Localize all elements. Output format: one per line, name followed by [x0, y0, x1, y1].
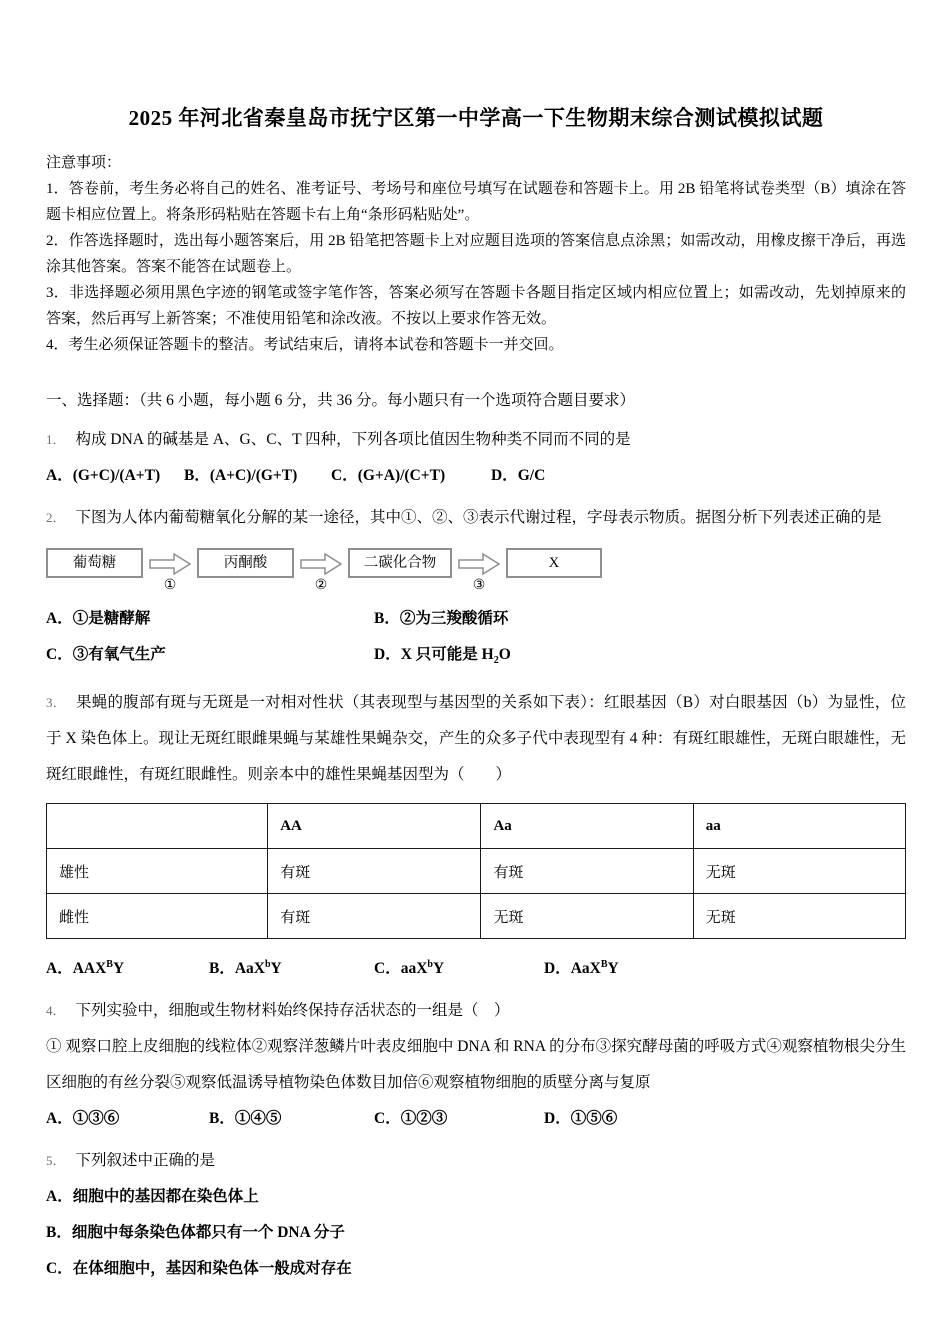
q4-option-a	[46, 1101, 209, 1137]
table-row-male	[47, 849, 906, 894]
q5-option-c	[46, 1251, 906, 1287]
q2-option-d	[374, 637, 906, 679]
row-label-female: 雌性	[47, 894, 268, 939]
question-4-detail: ① 观察口腔上皮细胞的线粒体②观察洋葱鳞片叶表皮细胞中 DNA 和 RNA 的分布③探究酵母菌的呼吸方式④观察植物根尖分生区细胞的有丝分裂⑤观察低温诱导植物染色体数目加倍⑥观察植物细胞的质壁分离与复原	[46, 1038, 906, 1092]
question-5-text: 下列叙述中正确的是	[75, 1152, 216, 1170]
question-5	[46, 1143, 906, 1287]
q3-option-b-sup: b	[264, 959, 271, 971]
flow-box-x: X	[506, 548, 602, 578]
table-header-aa: aa	[693, 804, 905, 849]
q5-option-a	[46, 1179, 906, 1215]
q3-option-b	[209, 947, 374, 987]
q4-option-b	[209, 1101, 374, 1137]
table-header-row	[47, 804, 906, 849]
q5-option-a-text: 细胞中的基因都在染色体上	[72, 1188, 259, 1206]
flow-box-two-carbon: 二碳化合物	[348, 548, 452, 578]
flow-box-pyruvate: 丙酮酸	[197, 548, 294, 578]
right-arrow-icon	[149, 552, 191, 576]
notice-heading: 注意事项：	[46, 155, 122, 171]
question-5-options	[46, 1179, 906, 1287]
question-4-stem	[46, 993, 906, 1029]
q3-option-a-post: Y	[112, 960, 125, 978]
q4-option-b-text: ①④⑤	[234, 1110, 282, 1128]
question-5-stem	[46, 1143, 906, 1179]
page-title: 2025 年河北省秦皇岛市抚宁区第一中学高一下生物期末综合测试模拟试题	[128, 106, 824, 130]
cell-male-aa: 无斑	[693, 849, 905, 894]
q1-option-d-text: G/C	[517, 467, 546, 484]
row-label-male: 雄性	[47, 849, 268, 894]
q4-option-d	[544, 1101, 617, 1137]
q3-option-d-sup: B	[600, 959, 608, 971]
question-3-options	[46, 947, 906, 987]
q3-option-d-label: D．	[544, 960, 571, 978]
q3-option-c-label: C．	[374, 960, 401, 978]
q4-option-c-text: ①②③	[400, 1110, 448, 1128]
right-arrow-icon	[300, 552, 342, 576]
q1-option-a-label: A．	[46, 467, 73, 484]
q4-option-b-label: B．	[209, 1110, 235, 1128]
question-1-text: 构成 DNA 的碱基是 A、G、C、T 四种，下列各项比值因生物种类不同而不同的是	[75, 431, 631, 448]
q1-option-b-label: B．	[184, 467, 210, 484]
flow-box-glucose: 葡萄糖	[46, 548, 143, 578]
notice-section	[46, 150, 906, 358]
q4-option-a-text: ①③⑥	[72, 1110, 120, 1128]
table-header-AA: AA	[268, 804, 481, 849]
q3-option-a-label: A．	[46, 960, 73, 978]
q3-option-c-pre: aaX	[400, 960, 428, 978]
q5-option-b	[46, 1215, 906, 1251]
q4-option-c-label: C．	[374, 1110, 401, 1128]
q2-option-a-label: A．	[46, 610, 73, 627]
right-arrow-icon	[458, 552, 500, 576]
notice-item-2: 2．作答选择题时，选出每小题答案后，用 2B 铅笔把答题卡上对应题目选项的答案信息点涂黑；如需改动，用橡皮擦干净后，再选涂其他答案。答案不能答在试题卷上。	[46, 233, 906, 275]
question-2-number: 2．	[46, 510, 66, 525]
q5-option-c-text: 在体细胞中，基因和染色体一般成对存在	[72, 1260, 352, 1278]
q3-option-d-post: Y	[607, 960, 619, 978]
q2-option-a-text: ①是糖酵解	[72, 610, 151, 627]
q3-option-a	[46, 947, 209, 987]
question-2-text: 下图为人体内葡萄糖氧化分解的某一途径，其中①、②、③表示代谢过程，字母表示物质。据图分析下列表述正确的是	[75, 509, 882, 526]
flow-arrow-2	[300, 548, 342, 595]
q5-option-a-label: A．	[46, 1188, 73, 1206]
q5-option-b-text: 细胞中每条染色体都只有一个 DNA 分子	[71, 1224, 345, 1242]
cell-male-Aa: 有斑	[481, 849, 693, 894]
q1-option-b-text: (A+C)/(G+T)	[209, 467, 298, 484]
flow-arrow-3-label: ③	[472, 578, 486, 593]
question-4-options	[46, 1101, 906, 1137]
q2-option-d-post: O	[498, 646, 511, 663]
q3-option-b-label: B．	[209, 960, 235, 978]
question-3-stem	[46, 685, 906, 793]
question-4	[46, 993, 906, 1137]
q2-option-c-label: C．	[46, 646, 73, 663]
q1-option-d-label: D．	[491, 467, 518, 484]
question-5-number: 5．	[46, 1153, 66, 1169]
q1-option-c	[331, 458, 491, 494]
q2-option-d-pre: X 只可能是 H	[400, 646, 494, 663]
question-1-stem	[46, 422, 906, 458]
q2-option-d-label: D．	[374, 646, 401, 663]
flow-arrow-2-label: ②	[314, 578, 328, 593]
question-1-options	[46, 458, 906, 494]
cell-female-aa: 无斑	[693, 894, 905, 939]
question-4-number: 4．	[46, 1003, 66, 1019]
notice-item-4: 4．考生必须保证答题卡的整洁。考试结束后，请将本试卷和答题卡一并交回。	[46, 337, 564, 353]
q3-option-a-pre: AAX	[72, 960, 107, 978]
q3-option-a-sup: B	[106, 959, 113, 971]
question-2-stem	[46, 500, 906, 536]
table-header-Aa: Aa	[481, 804, 693, 849]
q3-option-d	[544, 947, 619, 987]
q1-option-c-label: C．	[331, 467, 358, 484]
question-2	[46, 500, 906, 679]
q4-option-d-text: ①⑤⑥	[570, 1110, 618, 1128]
table-row-female	[47, 894, 906, 939]
q1-option-c-text: (G+A)/(C+T)	[357, 467, 446, 484]
flow-arrow-1	[149, 548, 191, 595]
question-1-number: 1．	[46, 432, 66, 447]
cell-male-AA: 有斑	[268, 849, 481, 894]
q2-option-c	[46, 637, 374, 679]
q2-option-a	[46, 601, 374, 637]
q2-option-b	[374, 601, 906, 637]
q2-option-b-text: ②为三羧酸循环	[399, 610, 509, 627]
q1-option-b	[184, 458, 331, 494]
cell-female-Aa: 无斑	[481, 894, 693, 939]
q1-option-a-text: (G+C)/(A+T)	[72, 467, 161, 484]
q4-option-d-label: D．	[544, 1110, 571, 1128]
phenotype-genotype-table	[46, 803, 906, 939]
q5-option-c-label: C．	[46, 1260, 73, 1278]
glucose-pathway-diagram	[46, 548, 906, 595]
q1-option-a	[46, 458, 184, 494]
notice-item-1: 1．答卷前，考生务必将自己的姓名、准考证号、考场号和座位号填写在试题卷和答题卡上。用 2B 铅笔将试卷类型（B）填涂在答题卡相应位置上。将条形码粘贴在答题卡右上角“条形码粘贴处”。	[46, 181, 906, 223]
flow-arrow-1-label: ①	[163, 578, 177, 593]
q2-option-d-sub: 2	[493, 655, 499, 667]
question-3-text: 果蝇的腹部有斑与无斑是一对相对性状（其表现型与基因型的关系如下表）：红眼基因（B）对白眼基因（b）为显性，位于 X 染色体上。现让无斑红眼雌果蝇与某雄性果蝇杂交，产生的众多子代中表现型有 4 种：有斑红眼雄性，无斑白眼雄性，无斑红眼雌性，有斑红眼雌性。则亲本中的雄性果蝇基因型为（ ）	[46, 694, 906, 784]
q3-option-d-pre: AaX	[570, 960, 601, 978]
q3-option-c-sup: b	[427, 959, 433, 971]
q4-option-c	[374, 1101, 544, 1137]
q1-option-d	[491, 458, 545, 494]
q2-option-c-text: ③有氧气生产	[72, 646, 166, 663]
section-heading: 一、选择题：（共 6 小题，每小题 6 分，共 36 分。每小题只有一个选项符合题目要求）	[46, 392, 636, 409]
q3-option-c-post: Y	[432, 960, 445, 978]
flow-arrow-3	[458, 548, 500, 595]
cell-female-AA: 有斑	[268, 894, 481, 939]
question-3	[46, 685, 906, 987]
question-4-text: 下列实验中，细胞或生物材料始终保持存活状态的一组是（ ）	[75, 1002, 510, 1020]
notice-item-3: 3．非选择题必须用黑色字迹的钢笔或签字笔作答，答案必须写在答题卡各题目指定区域内相应位置上；如需改动，先划掉原来的答案，然后再写上新答案；不准使用铅笔和涂改液。不按以上要求作答无效。	[46, 285, 906, 327]
question-1	[46, 422, 906, 494]
q3-option-b-pre: AaX	[234, 960, 265, 978]
question-2-options	[46, 601, 906, 679]
table-header-empty	[47, 804, 268, 849]
q3-option-b-post: Y	[270, 960, 282, 978]
q4-option-a-label: A．	[46, 1110, 73, 1128]
q2-option-b-label: B．	[374, 610, 400, 627]
question-3-number: 3．	[46, 695, 67, 711]
q5-option-b-label: B．	[46, 1224, 72, 1242]
q3-option-c	[374, 947, 544, 987]
